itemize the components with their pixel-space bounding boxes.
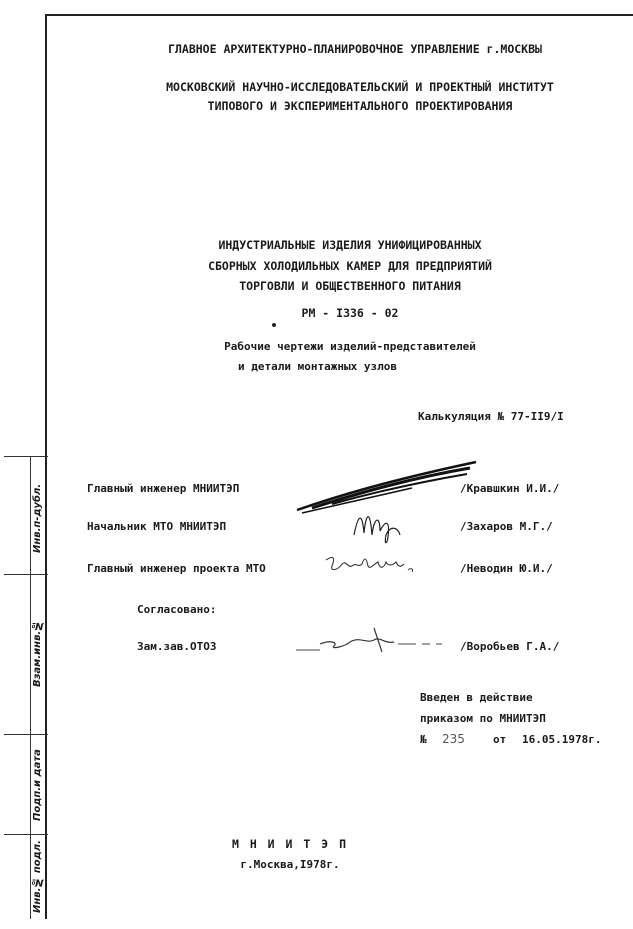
agreed-role: Зам.зав.ОТОЗ — [137, 640, 217, 653]
binding-stamp — [4, 456, 46, 919]
enacted-number-prefix: № — [420, 733, 427, 746]
title-line-3: ТОРГОВЛИ И ОБЩЕСТВЕННОГО ПИТАНИЯ — [239, 279, 461, 293]
enacted-date: 16.05.1978г. — [522, 733, 602, 746]
header-line-1: ГЛАВНОЕ АРХИТЕКТУРНО-ПЛАНИРОВОЧНОЕ УПРАВЛЕНИЕ г.МОСКВЫ — [168, 42, 542, 56]
signature-project-engineer — [322, 552, 422, 578]
header-line-3: ТИПОВОГО И ЭКСПЕРИМЕНТАЛЬНОГО ПРОЕКТИРОВАНИЯ — [207, 99, 513, 113]
agreed-label: Согласовано: — [137, 603, 217, 616]
stamp-divider — [30, 456, 31, 919]
stamp-label-signature-date: Подп.и дата — [32, 749, 43, 821]
stamp-tick — [4, 574, 48, 575]
footer-place-year: г.Москва,I978г. — [240, 858, 340, 871]
subtitle-line-1: Рабочие чертежи изделий-представителей — [224, 340, 476, 353]
frame-top-border — [46, 14, 633, 16]
code-underline-mark — [272, 323, 276, 327]
title-line-1: ИНДУСТРИАЛЬНЫЕ ИЗДЕЛИЯ УНИФИЦИРОВАННЫХ — [218, 238, 482, 252]
signatory-name-2: /Захаров М.Г./ — [460, 520, 553, 533]
stamp-tick — [4, 834, 48, 835]
footer-org: М Н И И Т Э П — [231, 837, 348, 851]
signature-mto-head — [350, 505, 410, 547]
signatory-role-1: Главный инженер МНИИТЭП — [87, 482, 240, 495]
signature-agreed — [290, 622, 450, 658]
agreed-name: /Воробьев Г.А./ — [460, 640, 560, 653]
enacted-order-number: 235 — [442, 732, 465, 746]
stamp-label-duplicate: Инв.п-дубл. — [32, 483, 43, 554]
document-code: РМ - I336 - 02 — [301, 306, 399, 320]
title-line-2: СБОРНЫХ ХОЛОДИЛЬНЫХ КАМЕР ДЛЯ ПРЕДПРИЯТИЙ — [208, 259, 492, 273]
stamp-label-original-number: Инв.№ подл. — [32, 840, 43, 914]
calculation-number: Калькуляция № 77-II9/I — [418, 410, 564, 423]
signatory-name-3: /Неводин Ю.И./ — [460, 562, 553, 575]
header-line-2: МОСКОВСКИЙ НАУЧНО-ИССЛЕДОВАТЕЛЬСКИЙ И ПРОЕКТНЫЙ ИНСТИТУТ — [166, 80, 554, 94]
stamp-tick — [4, 456, 48, 457]
stamp-label-replace: Взам.инв.№ — [32, 619, 43, 687]
enacted-line-1: Введен в действие — [420, 691, 533, 704]
stamp-tick — [4, 734, 48, 735]
subtitle-line-2: и детали монтажных узлов — [238, 360, 397, 373]
signatory-role-2: Начальник МТО МНИИТЭП — [87, 520, 227, 533]
signatory-role-3: Главный инженер проекта МТО — [87, 562, 266, 575]
signatory-name-1: /Кравшкин И.И./ — [460, 482, 560, 495]
enacted-line-2: приказом по МНИИТЭП — [420, 712, 546, 725]
enacted-date-prefix: от — [493, 733, 507, 746]
